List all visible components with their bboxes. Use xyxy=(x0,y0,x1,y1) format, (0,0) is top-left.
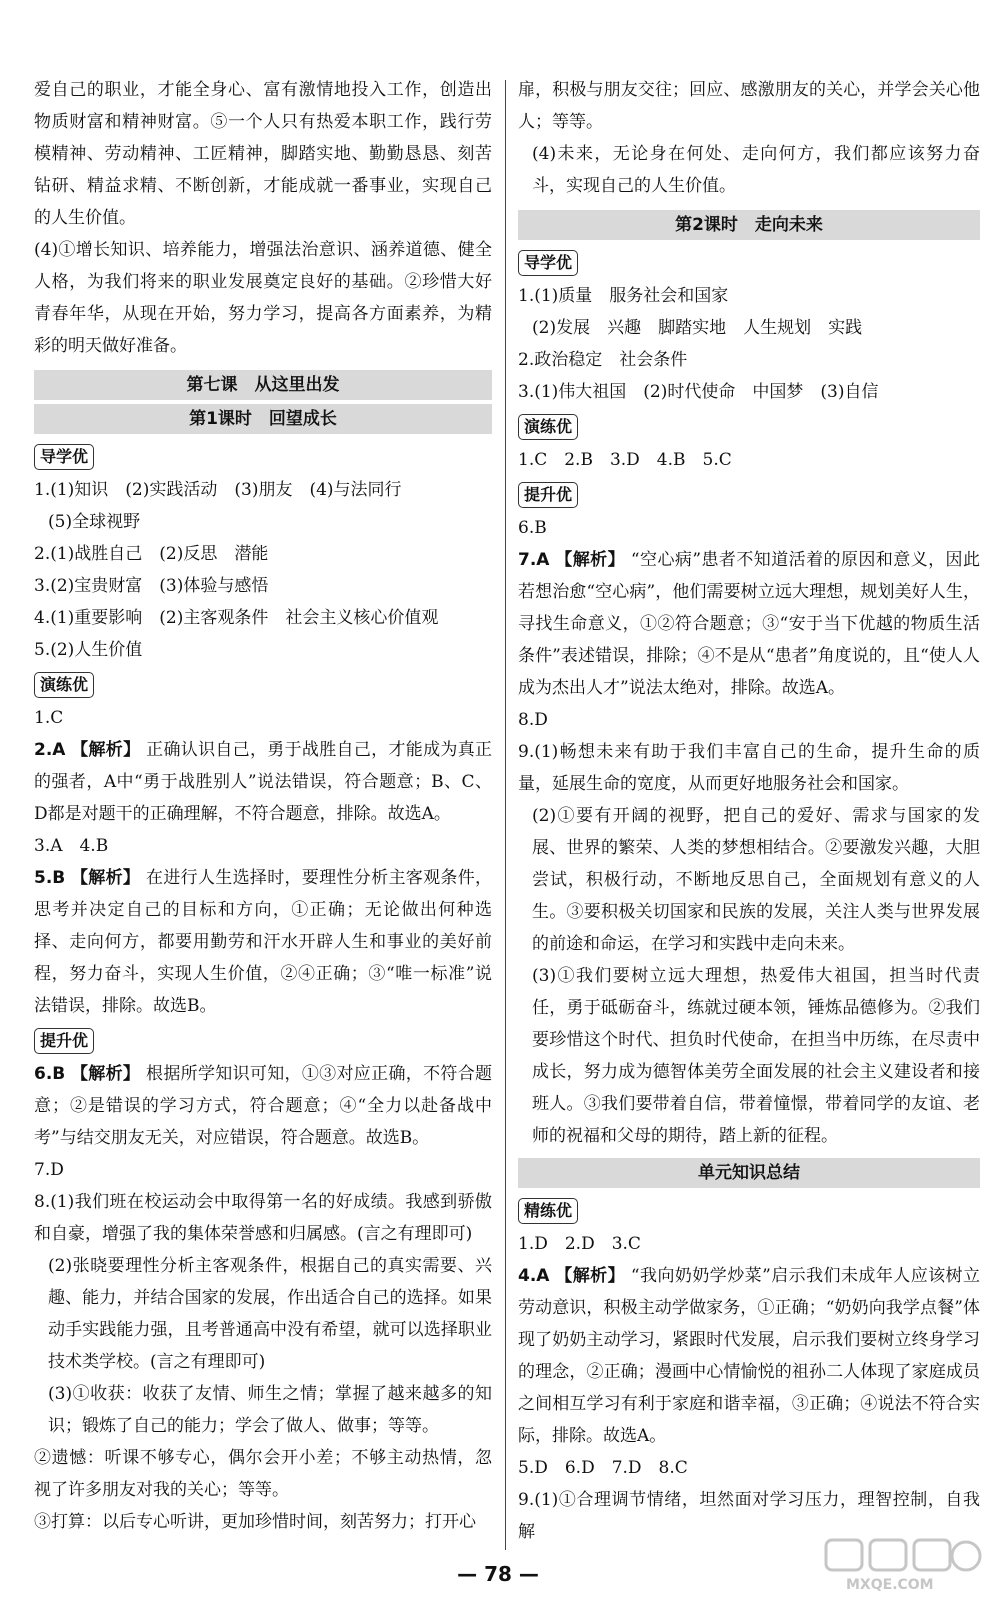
column-divider xyxy=(505,80,506,1550)
right-column xyxy=(518,74,980,1548)
answer-paragraph: (4)未来，无论身在何处、走向何方，我们都应该努力奋斗，实现自己的人生价值。 xyxy=(532,144,980,196)
section-tag-tisheng: 提升优 xyxy=(518,482,578,508)
answer-paragraph: (2)张晓要理性分析主客观条件，根据自己的真实需要、兴趣、能力，并结合国家的发展，作出适合自己的选择。如果动手实践能力强，且考普通高中没有希望，就可以选择职业技术类学校。(言之有理即可) xyxy=(48,1256,492,1372)
answer-line: 7.D xyxy=(34,1160,64,1180)
answer-line: (2)发展 兴趣 脚踏实地 人生规划 实践 xyxy=(532,318,863,338)
analysis-text: “空心病”患者不知道活着的原因和意义，因此若想治愈“空心病”，他们需要树立远大理想，规划美好人生，寻找生命意义，①②符合题意；③“安于当下优越的物质生活条件”表述错误，排除；④不是从“患者”角度说的，且“使人人成为杰出人才”说法太绝对，排除。故选A。 xyxy=(518,550,980,698)
answer-key: 6.B xyxy=(34,1064,66,1084)
watermark-logo xyxy=(806,1534,986,1594)
answer-paragraph: 扉，积极与朋友交往；回应、感激朋友的关心，并学会关心他人；等等。 xyxy=(518,80,980,132)
answer-line: 3.(2)宝贵财富 (3)体验与感悟 xyxy=(34,576,269,596)
answer-line: (5)全球视野 xyxy=(48,512,141,532)
answer-line: 5.(2)人生价值 xyxy=(34,640,143,660)
answer-with-analysis xyxy=(34,1058,492,1154)
answer-line: 1.C 2.B 3.D 4.B 5.C xyxy=(518,450,732,470)
answer-with-analysis xyxy=(518,544,980,704)
watermark-text: MXQE.COM xyxy=(846,1577,934,1593)
answer-with-analysis xyxy=(34,734,492,830)
answer-paragraph: ②遗憾：听课不够专心，偶尔会开小差；不够主动热情，忽视了许多朋友对我的关心；等等。 xyxy=(34,1448,492,1500)
analysis-label: 【解析】 xyxy=(70,868,141,888)
section-tag-tisheng: 提升优 xyxy=(34,1028,94,1054)
left-column xyxy=(34,74,492,1538)
analysis-label: 【解析】 xyxy=(70,1064,141,1084)
answer-key: 4.A xyxy=(518,1266,550,1286)
answer-line: 1.D 2.D 3.C xyxy=(518,1234,641,1254)
analysis-label: 【解析】 xyxy=(555,1266,626,1286)
answer-with-analysis xyxy=(34,862,492,1022)
answer-line: 6.B xyxy=(518,518,547,538)
answer-key: 5.B xyxy=(34,868,66,888)
analysis-text: 根据所学知识可知，①③对应正确，不符合题意；②是错误的学习方式，符合题意；④“全力以赴备战中考”与结交朋友无关，对应错误，符合题意。故选B。 xyxy=(34,1064,493,1148)
answer-paragraph: 爱自己的职业，才能全身心、富有激情地投入工作，创造出物质财富和精神财富。⑤一个人只有热爱本职工作，践行劳模精神、劳动精神、工匠精神，脚踏实地、勤勤恳恳、刻苦钻研、精益求精、不断创新，才能成就一番事业，实现自己的人生价值。 xyxy=(34,80,492,228)
analysis-text: “我向奶奶学炒菜”启示我们未成年人应该树立劳动意识，积极主动学做家务，①正确；“奶奶向我学点餐”体现了奶奶主动学习，紧跟时代发展，启示我们要树立终身学习的理念，②正确；漫画中心情愉悦的祖孙二人体现了家庭成员之间相互学习有利于家庭和谐幸福，③正确；④说法不符合实际，排除。故选A。 xyxy=(518,1266,980,1446)
answer-line: 4.(1)重要影响 (2)主客观条件 社会主义核心价值观 xyxy=(34,608,439,628)
lesson-title: 第七课 从这里出发 xyxy=(34,370,492,400)
page-number: — 78 — xyxy=(457,1562,539,1586)
analysis-label: 【解析】 xyxy=(555,550,626,570)
answer-line: 1.(1)知识 (2)实践活动 (3)朋友 (4)与法同行 xyxy=(34,480,402,500)
answer-line: 2.政治稳定 社会条件 xyxy=(518,350,688,370)
section-tag-jinglian: 精练优 xyxy=(518,1198,578,1224)
answer-line: 9.(1)①合理调节情绪，坦然面对学习压力，理智控制，自我解 xyxy=(518,1490,980,1542)
answer-key: 2.A xyxy=(34,740,66,760)
answer-key: 7.A xyxy=(518,550,550,570)
unit-summary-title: 单元知识总结 xyxy=(518,1158,980,1188)
period-title: 第2课时 走向未来 xyxy=(518,210,980,240)
answer-line: 3.A 4.B xyxy=(34,836,109,856)
section-tag-daoxue: 导学优 xyxy=(34,444,94,470)
analysis-text: 在进行人生选择时，要理性分析主客观条件，思考并决定自己的目标和方向，①正确；无论做出何种选择、走向何方，都要用勤劳和汗水开辟人生和事业的美好前程，努力奋斗，实现人生价值，②④正确；③“唯一标准”说法错误，排除。故选B。 xyxy=(34,868,493,1016)
analysis-text: 正确认识自己，勇于战胜自己，才能成为真正的强者，A中“勇于战胜别人”说法错误，符合题意；B、C、D都是对题干的正确理解，不符合题意，排除。故选A。 xyxy=(34,740,493,824)
answer-paragraph: (2)①要有开阔的视野，把自己的爱好、需求与国家的发展、世界的繁荣、人类的梦想相结合。②要激发兴趣，大胆尝试，积极行动，不断地反思自己，全面规划有意义的人生。③要积极关切国家和民族的发展，关注人类与世界发展的前途和命运，在学习和实践中走向未来。 xyxy=(532,806,980,954)
answer-line: 5.D 6.D 7.D 8.C xyxy=(518,1458,688,1478)
section-tag-yanlian: 演练优 xyxy=(34,672,94,698)
section-tag-daoxue: 导学优 xyxy=(518,250,578,276)
answer-paragraph: (3)①我们要树立远大理想，热爱伟大祖国，担当时代责任，勇于砥砺奋斗，练就过硬本领，锤炼品德修为。②我们要珍惜这个时代、担负时代使命，在担当中历练，在尽责中成长，努力成为德智体美劳全面发展的社会主义建设者和接班人。③我们要带着自信，带着憧憬，带着同学的友谊、老师的祝福和父母的期待，踏上新的征程。 xyxy=(532,966,980,1146)
answer-line: 1.C xyxy=(34,708,64,728)
answer-paragraph: 8.(1)我们班在校运动会中取得第一名的好成绩。我感到骄傲和自豪，增强了我的集体荣誉感和归属感。(言之有理即可) xyxy=(34,1192,492,1244)
answer-with-analysis xyxy=(518,1260,980,1452)
period-title: 第1课时 回望成长 xyxy=(34,404,492,434)
answer-line: 1.(1)质量 服务社会和国家 xyxy=(518,286,729,306)
answer-line: 2.(1)战胜自己 (2)反思 潜能 xyxy=(34,544,269,564)
section-tag-yanlian: 演练优 xyxy=(518,414,578,440)
answer-paragraph: 9.(1)畅想未来有助于我们丰富自己的生命，提升生命的质量，延展生命的宽度，从而更好地服务社会和国家。 xyxy=(518,742,980,794)
answer-paragraph: (3)①收获：收获了友情、师生之情；掌握了越来越多的知识；锻炼了自己的能力；学会了做人、做事；等等。 xyxy=(48,1384,492,1436)
analysis-label: 【解析】 xyxy=(71,740,141,760)
answer-paragraph: (4)①增长知识、培养能力，增强法治意识、涵养道德、健全人格，为我们将来的职业发展奠定良好的基础。②珍惜大好青春年华，从现在开始，努力学习，提高各方面素养，为精彩的明天做好准备。 xyxy=(34,240,492,356)
answer-line: 8.D xyxy=(518,710,548,730)
answer-paragraph: ③打算：以后专心听讲，更加珍惜时间，刻苦努力；打开心 xyxy=(34,1512,476,1532)
answer-line: 3.(1)伟大祖国 (2)时代使命 中国梦 (3)自信 xyxy=(518,382,879,402)
